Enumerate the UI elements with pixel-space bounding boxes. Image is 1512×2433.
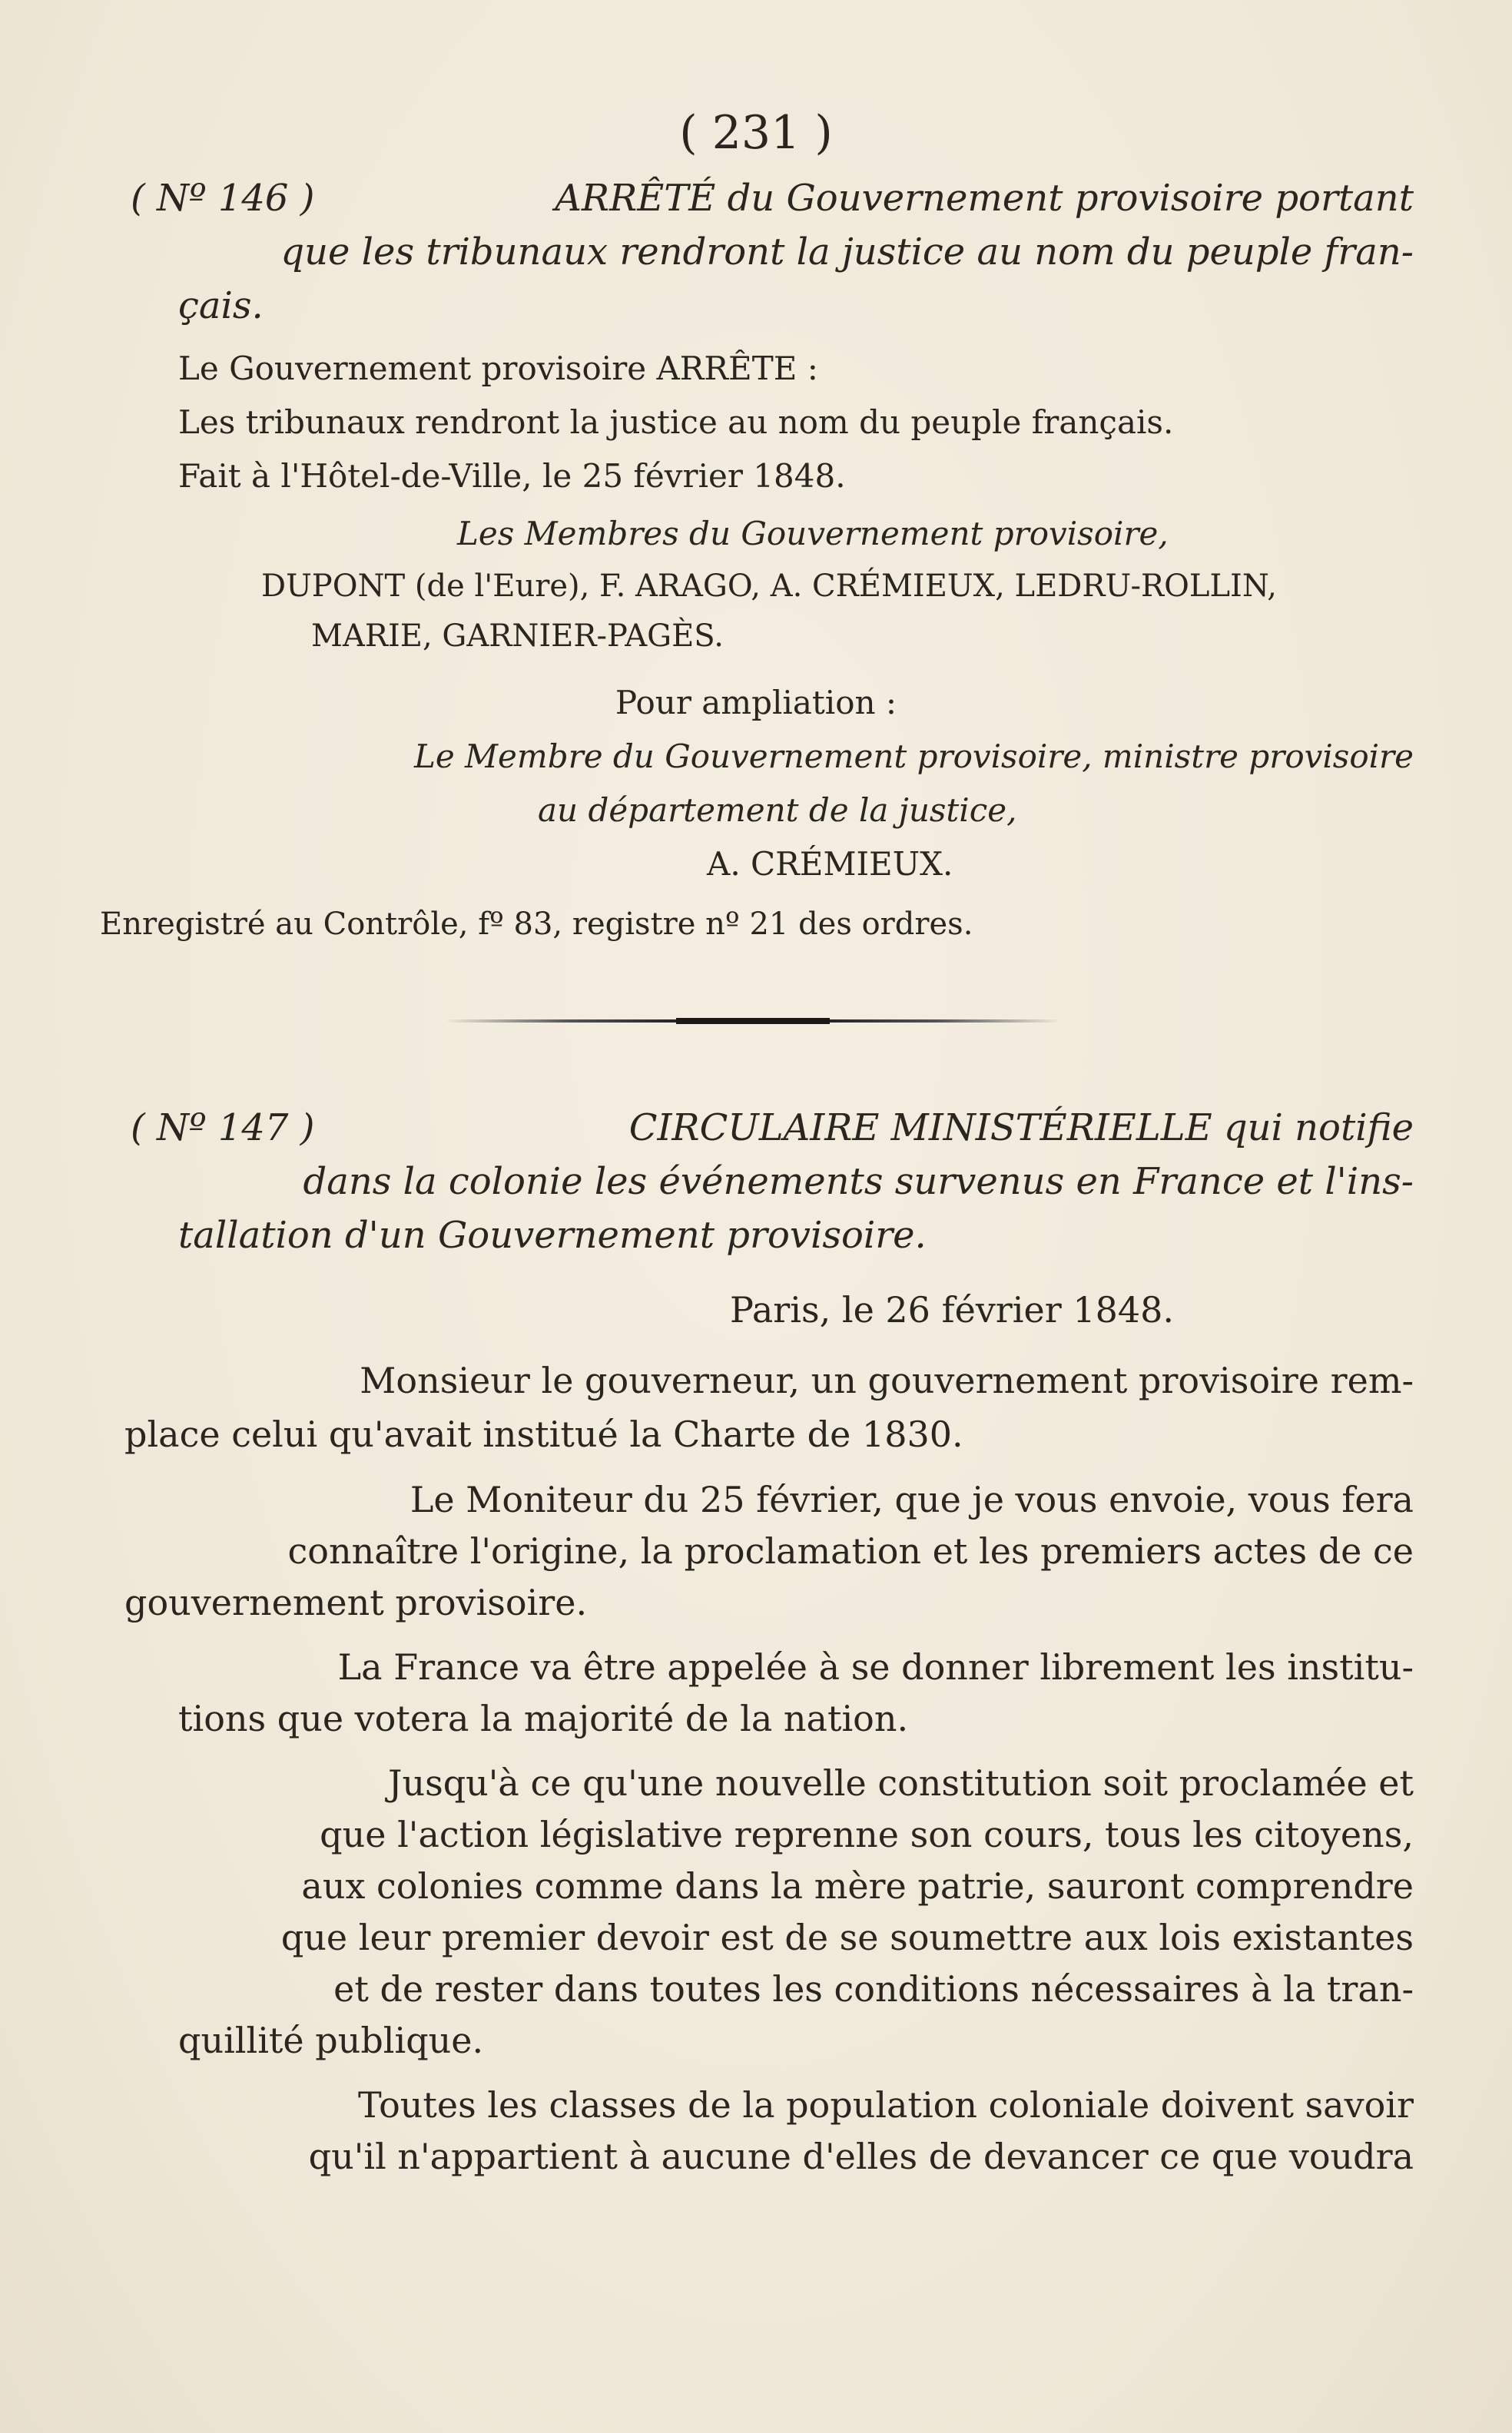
decree-146-minister-name: A. CRÉMIEUX. xyxy=(707,845,953,883)
circular-147-title-line-1: CIRCULAIRE MINISTÉRIELLE qui notifie xyxy=(628,1106,1414,1149)
circular-147-para-4-line-6: quillité publique. xyxy=(178,2020,484,2061)
circular-147-para-1-line-2: place celui qu'avait institué la Charte de 1830. xyxy=(124,1414,963,1455)
circular-147-title-line-3: tallation d'un Gouvernement provisoire. xyxy=(178,1214,927,1257)
page-number: ( 231 ) xyxy=(679,106,833,160)
circular-147-para-2-line-3: gouvernement provisoire. xyxy=(124,1582,588,1623)
decree-146-text-2: Les tribunaux rendront la justice au nom du peuple français. xyxy=(178,403,1174,441)
circular-147-para-3-line-2: tions que votera la majorité de la nation. xyxy=(178,1698,909,1739)
circular-147-para-2-line-2: connaître l'origine, la proclamation et les premiers actes de ce xyxy=(287,1530,1414,1572)
decree-146-registration: Enregistré au Contrôle, fº 83, registre nº 21 des ordres. xyxy=(100,907,973,942)
decree-146-members-line-1: DUPONT (de l'Eure), F. ARAGO, A. CRÉMIEUX, LEDRU-ROLLIN, xyxy=(261,568,1278,604)
circular-147-para-1-line-1: Monsieur le gouverneur, un gouvernement provisoire rem- xyxy=(360,1360,1414,1401)
decree-146-text-3: Fait à l'Hôtel-de-Ville, le 25 février 1848. xyxy=(178,457,846,495)
decree-146-ampliation: Pour ampliation : xyxy=(615,684,897,721)
circular-147-dateline: Paris, le 26 février 1848. xyxy=(730,1289,1175,1331)
decree-146-title-line-2: que les tribunaux rendront la justice au nom du peuple fran- xyxy=(280,230,1414,273)
circular-147-para-5-line-1: Toutes les classes de la population coloniale doivent savoir xyxy=(357,2084,1414,2126)
decree-146-text-1: Le Gouvernement provisoire ARRÊTE : xyxy=(178,350,818,387)
decree-146-num: ( Nº 146 ) xyxy=(131,177,315,220)
circular-147-para-5-line-2: qu'il n'appartient à aucune d'elles de devancer ce que voudra xyxy=(308,2136,1414,2177)
circular-147-num: ( Nº 147 ) xyxy=(131,1106,315,1149)
circular-147-para-4-line-2: que l'action législative reprenne son cours, tous les citoyens, xyxy=(320,1814,1414,1855)
section-divider-ornament xyxy=(676,1018,830,1024)
decree-146-minister-line-2: au département de la justice, xyxy=(538,791,1017,829)
circular-147-para-4-line-1: Jusqu'à ce qu'une nouvelle constitution soit proclamée et xyxy=(388,1762,1414,1804)
decree-146-title-line-3: çais. xyxy=(178,284,264,327)
circular-147-para-4-line-5: et de rester dans toutes les conditions nécessaires à la tran- xyxy=(333,1968,1414,2010)
circular-147-para-2-line-1: Le Moniteur du 25 février, que je vous envoie, vous fera xyxy=(410,1479,1414,1520)
circular-147-para-4-line-4: que leur premier devoir est de se soumettre aux lois existantes xyxy=(280,1917,1414,1958)
decree-146-members-line-2: MARIE, GARNIER-PAGÈS. xyxy=(311,618,724,654)
decree-146-title-line-1: ARRÊTÉ du Gouvernement provisoire portant xyxy=(555,177,1414,220)
circular-147-para-4-line-3: aux colonies comme dans la mère patrie, sauront comprendre xyxy=(301,1865,1414,1907)
decree-146-minister-line-1: Le Membre du Gouvernement provisoire, ministre provisoire xyxy=(413,738,1414,775)
circular-147-title-line-2: dans la colonie les événements survenus en France et l'ins- xyxy=(303,1160,1414,1203)
decree-146-members-title: Les Membres du Gouvernement provisoire, xyxy=(457,515,1169,552)
circular-147-para-3-line-1: La France va être appelée à se donner librement les institu- xyxy=(337,1646,1414,1688)
